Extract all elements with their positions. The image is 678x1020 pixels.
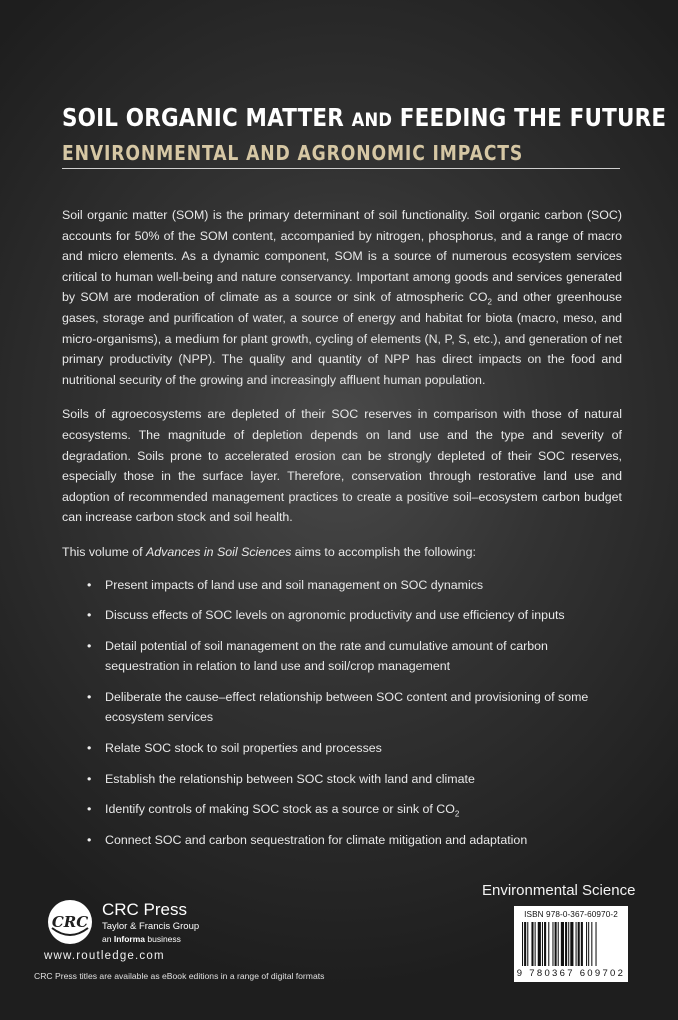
list-item: • Present impacts of land use and soil management on SOC dynamics (62, 575, 622, 596)
aims-list (62, 575, 622, 851)
list-item: • Relate SOC stock to soil properties and processes (62, 738, 622, 759)
isbn-label: ISBN 978-0-367-60970-2 (524, 910, 618, 919)
publisher-name: CRC Press (102, 900, 188, 919)
book-subtitle: ENVIRONMENTAL AND AGRONOMIC IMPACTS (62, 141, 524, 165)
series-intro: This volume of Advances in Soil Sciences aims to accomplish the following: (62, 544, 476, 559)
series-name: Advances in Soil Sciences (146, 544, 292, 559)
publisher-website[interactable]: www.routledge.com (44, 950, 165, 962)
back-cover-text (62, 205, 622, 860)
crc-logo-icon (46, 898, 94, 946)
list-item: • Detail potential of soil management on the rate and cumulative amount of carbon sequestration in relation to land use and soil/crop management (62, 636, 622, 677)
list-item: • Deliberate the cause–effect relationship between SOC content and provisioning of some ecosystem services (62, 687, 622, 728)
publisher-business: an Informa business (102, 934, 181, 944)
title-block (62, 100, 667, 166)
barcode-bars (522, 922, 620, 968)
list-item: • Discuss effects of SOC levels on agronomic productivity and use efficiency of inputs (62, 605, 622, 626)
publisher-group: Taylor & Francis Group (102, 921, 200, 932)
ebook-footnote: CRC Press titles are available as eBook editions in a range of digital formats (34, 971, 325, 981)
paragraph-1: Soil organic matter (SOM) is the primary determinant of soil functionality. Soil organic carbon (SOC) accounts for 50% of the SOM content, accompanied by nitrogen, phosphorus, and a range of macro and micro elements. As a dynamic component, SOM is a source of numerous ecosystem services critical to human well-being and nature conservancy. Important among goods and services generated by SOM are moderation of climate as a source or sink of atmospheric $CO_2$ and other greenhouse gases, storage and purification of water, a source of energy and habitat for biota (macro, meso, and micro-organisms), a medium for plant growth, cycling of elements (N, P, S, etc.), and generation of net primary productivity (NPP). The quality and quantity of NPP has direct impacts on the food and nutritional security of the growing and increasingly affluent human population. (62, 208, 622, 387)
list-item: • Establish the relationship between SOC stock with land and climate (62, 769, 622, 790)
barcode-digits: 9 780367 609702 (516, 968, 626, 979)
svg-text:CRC: CRC (51, 913, 89, 931)
title-divider (62, 168, 620, 169)
subject-category: Environmental Science (482, 882, 636, 899)
barcode (514, 906, 628, 982)
book-title: SOIL ORGANIC MATTER AND FEEDING THE FUTURE (62, 103, 667, 132)
list-item: • Identify controls of making SOC stock as a source or sink of $CO_2$ (62, 799, 622, 820)
list-item: • Connect SOC and carbon sequestration for climate mitigation and adaptation (62, 830, 622, 851)
paragraph-2: Soils of agroecosystems are depleted of their SOC reserves in comparison with those of natural ecosystems. The magnitude of depletion depends on land use and the type and severity of degradation. Soils prone to accelerated erosion can be strongly depleted of their SOC reserves, especially those in the surface layer. Therefore, conservation through restorative land use and adoption of recommended management practices to create a positive soil–ecosystem carbon budget can increase carbon stock and soil health. (62, 407, 622, 525)
